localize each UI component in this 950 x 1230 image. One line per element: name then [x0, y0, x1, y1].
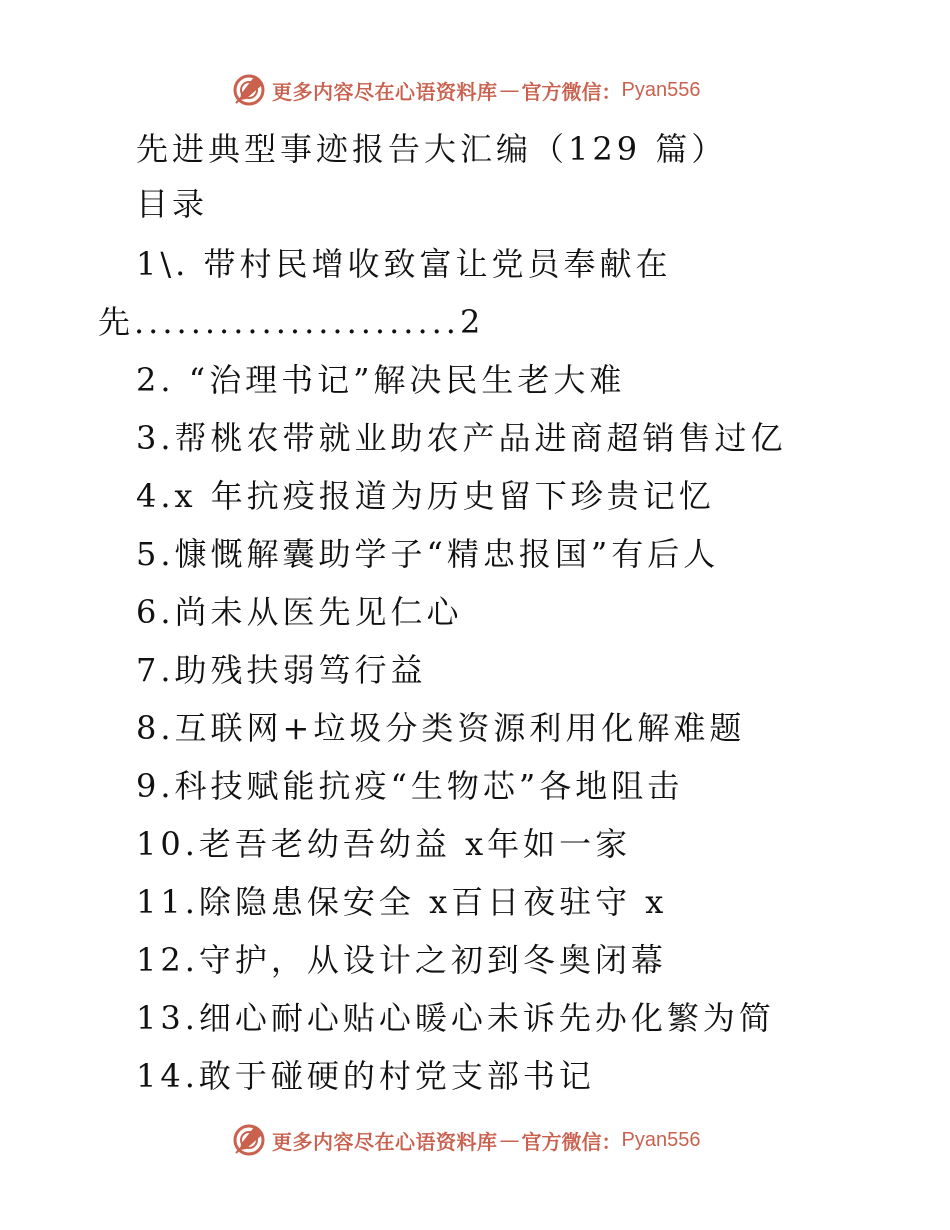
toc-item: 14.敢于碰硬的村党支部书记 — [136, 1057, 595, 1095]
toc-item: 10.老吾老幼吾幼益 x年如一家 — [136, 825, 632, 863]
toc-item: 2. “治理书记”解决民生老大难 — [136, 361, 626, 399]
toc-item: 8.互联网+垃圾分类资源利用化解难题 — [136, 709, 746, 747]
watermark-label: 官方微信： — [521, 1129, 622, 1154]
watermark-footer — [232, 1122, 700, 1158]
watermark-dash: — — [499, 1128, 520, 1152]
watermark-account: Pyan556 — [621, 78, 701, 101]
toc-item: 7.助残扶弱笃行益 — [136, 651, 427, 689]
toc-item: 3.帮桃农带就业助农产品进商超销售过亿 — [136, 419, 787, 457]
pen-logo-icon — [232, 73, 266, 107]
toc-item: 11.除隐患保安全 x百日夜驻守 x — [136, 883, 668, 921]
watermark-text: 更多内容尽在心语资料库 — [272, 79, 498, 104]
pen-logo-icon — [232, 1123, 266, 1157]
toc-heading: 目录 — [136, 185, 209, 223]
document-title: 先进典型事迹报告大汇编（129 篇） — [136, 130, 728, 168]
toc-item: 12.守护，从设计之初到冬奥闭幕 — [136, 941, 667, 979]
toc-item: 5.慷慨解囊助学子“精忠报国”有后人 — [136, 535, 720, 573]
toc-item: 13.细心耐心贴心暖心未诉先办化繁为简 — [136, 999, 775, 1037]
toc-item: 先.......................2 — [98, 303, 485, 341]
toc-item: 9.科技赋能抗疫“生物芯”各地阻击 — [136, 767, 684, 805]
toc-item: 6.尚未从医先见仁心 — [136, 593, 463, 631]
watermark-label: 官方微信： — [521, 79, 622, 104]
toc-item: 4.x 年抗疫报道为历史留下珍贵记忆 — [136, 477, 715, 515]
watermark-header — [232, 72, 700, 108]
toc-item: 1\. 带村民增收致富让党员奉献在 — [136, 245, 672, 283]
watermark-dash: — — [499, 78, 520, 102]
watermark-account: Pyan556 — [621, 1128, 701, 1151]
watermark-text: 更多内容尽在心语资料库 — [272, 1129, 498, 1154]
